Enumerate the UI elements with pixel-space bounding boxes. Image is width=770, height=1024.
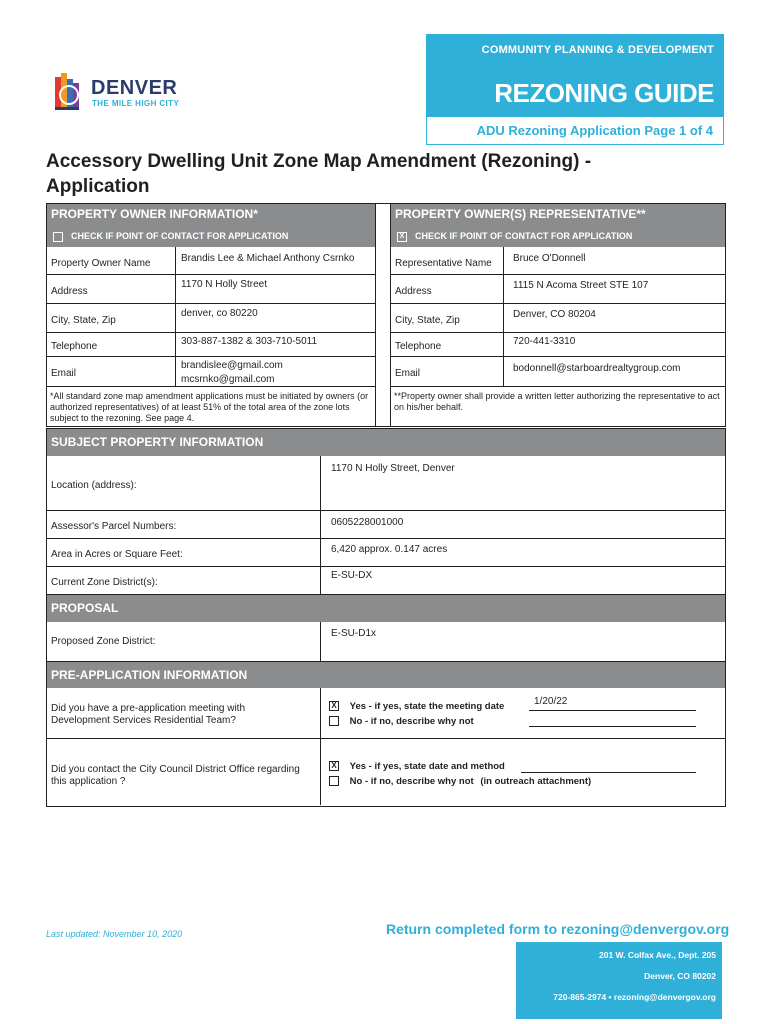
rep-row-address xyxy=(391,274,725,304)
preapp-heading-text: PRE-APPLICATION INFORMATION xyxy=(51,668,248,682)
q2-yes-label: Yes - if yes, state date and method xyxy=(349,761,505,772)
q1-yes-label: Yes - if yes, state the meeting date xyxy=(349,701,505,712)
owner-name-label: Property Owner Name xyxy=(51,258,151,269)
q1-reason-line[interactable] xyxy=(529,726,696,727)
q1-question: Did you have a pre-application meeting with Development Services Residential Team? xyxy=(51,703,245,726)
area-label: Area in Acres or Square Feet: xyxy=(51,549,183,560)
area-value[interactable]: 6,420 approx. 0.147 acres xyxy=(331,544,448,555)
q2-no-checkbox[interactable] xyxy=(329,776,339,786)
guide-title: REZONING GUIDE xyxy=(494,78,714,108)
q1-date-value[interactable]: 1/20/22 xyxy=(534,696,568,707)
page-indicator: ADU Rezoning Application Page 1 of 4 xyxy=(476,123,713,138)
q1-date-line[interactable] xyxy=(529,710,696,711)
owner-row-address xyxy=(47,274,375,304)
rep-row-city xyxy=(391,303,725,333)
owner-email-value[interactable]: brandislee@gmail.com xyxy=(181,360,283,371)
owner-note xyxy=(50,391,372,424)
parcel-label: Assessor's Parcel Numbers: xyxy=(51,521,177,532)
owner-address-value[interactable]: 1170 N Holly Street xyxy=(181,279,267,290)
rep-name-label: Representative Name xyxy=(395,258,492,269)
q2-no-label: No - if no, describe why not xyxy=(349,776,474,787)
department-label: COMMUNITY PLANNING & DEVELOPMENT xyxy=(481,44,714,56)
rep-contact-checkbox[interactable]: X xyxy=(397,232,407,242)
owner-address-label: Address xyxy=(51,286,88,297)
current-zone-value[interactable]: E-SU-DX xyxy=(331,570,373,581)
q1-yes-checkbox[interactable]: X xyxy=(329,701,339,711)
footer-address-line1: 201 W. Colfax Ave., Dept. 205 xyxy=(599,950,716,960)
header-top xyxy=(426,34,724,116)
owner-email-value-2[interactable]: mcsrnko@gmail.com xyxy=(181,374,275,385)
footer-contact: 720-865-2974 • rezoning@denvergov.org xyxy=(553,992,716,1002)
rep-contact-label: CHECK IF POINT OF CONTACT FOR APPLICATION xyxy=(415,231,633,241)
owner-contact-label: CHECK IF POINT OF CONTACT FOR APPLICATION xyxy=(71,231,289,241)
owner-contact-checkbox[interactable] xyxy=(53,232,63,242)
page-title xyxy=(46,149,726,199)
subject-section xyxy=(46,428,726,595)
page-indicator-box xyxy=(426,116,724,145)
last-updated: Last updated: November 10, 2020 xyxy=(46,929,183,939)
proposed-zone-label: Proposed Zone District: xyxy=(51,636,156,647)
rep-address-label: Address xyxy=(395,286,432,297)
location-value[interactable]: 1170 N Holly Street, Denver xyxy=(331,463,455,474)
owner-section xyxy=(46,203,726,427)
logo-tagline: THE MILE HIGH CITY xyxy=(92,99,180,108)
return-instructions: Return completed form to rezoning@denvergov.org xyxy=(386,921,730,937)
q2-no-option xyxy=(329,776,591,787)
owner-row-name xyxy=(47,247,375,275)
subject-heading-text: SUBJECT PROPERTY INFORMATION xyxy=(51,435,264,449)
subject-row-parcel xyxy=(47,510,725,539)
q2-yes-option xyxy=(329,761,505,772)
proposed-zone-value[interactable]: E-SU-D1x xyxy=(331,628,377,639)
title-line-1: Accessory Dwelling Unit Zone Map Amendment (Rezoning) - xyxy=(46,151,592,172)
rep-note-text: **Property owner shall provide a written letter authorizing the representative to act on his/her behalf. xyxy=(394,391,720,412)
preapp-q1-row xyxy=(47,688,725,739)
q1-no-checkbox[interactable] xyxy=(329,716,339,726)
rep-row-name xyxy=(391,247,725,275)
proposal-heading-text: PROPOSAL xyxy=(51,601,119,615)
owner-heading xyxy=(47,204,379,225)
owner-heading-text: PROPERTY OWNER INFORMATION* xyxy=(51,207,258,221)
rep-address-value[interactable]: 1115 N Acoma Street STE 107 xyxy=(513,280,649,291)
owner-note-text: *All standard zone map amendment applications must be initiated by owners (or authorized representatives) of at least 51% of the total area of the zone lots subject to the rezoning. See page 4. xyxy=(50,391,369,423)
location-label: Location (address): xyxy=(51,480,137,491)
owner-city-value[interactable]: denver, co 80220 xyxy=(181,308,258,319)
proposal-section xyxy=(46,595,726,662)
logo-wordmark: DENVER xyxy=(91,77,178,99)
rep-note xyxy=(394,391,720,413)
subject-row-location xyxy=(47,456,725,511)
rep-phone-value[interactable]: 720-441-3310 xyxy=(513,336,576,347)
denver-logo-mark-icon xyxy=(53,73,85,111)
current-zone-label: Current Zone District(s): xyxy=(51,577,158,588)
owner-phone-label: Telephone xyxy=(51,341,98,352)
owner-city-label: City, State, Zip xyxy=(51,315,116,326)
footer-address-line2: Denver, CO 80202 xyxy=(644,971,716,981)
preapp-q2-row xyxy=(47,739,725,805)
rep-contact-row xyxy=(391,225,725,247)
rep-name-value[interactable]: Bruce O'Donnell xyxy=(513,253,586,264)
rep-heading-text: PROPERTY OWNER(S) REPRESENTATIVE** xyxy=(395,207,646,221)
subject-row-zone xyxy=(47,566,725,594)
rep-city-label: City, State, Zip xyxy=(395,315,460,326)
owner-phone-value[interactable]: 303-887-1382 & 303-710-5011 xyxy=(181,336,318,347)
header-banner xyxy=(426,34,724,144)
rep-email-label: Email xyxy=(395,368,421,379)
owner-name-value[interactable]: Brandis Lee & Michael Anthony Csrnko xyxy=(181,253,355,264)
owner-row-city xyxy=(47,303,375,333)
rep-phone-label: Telephone xyxy=(395,341,442,352)
denver-logo xyxy=(53,73,193,113)
subject-row-area xyxy=(47,538,725,567)
q2-yes-checkbox[interactable]: X xyxy=(329,761,339,771)
q1-no-label: No - if no, describe why not xyxy=(349,716,474,727)
subject-heading xyxy=(47,429,725,456)
proposal-heading xyxy=(47,595,725,622)
owner-row-phone xyxy=(47,332,375,357)
section-divider xyxy=(375,204,391,426)
preapp-section xyxy=(46,662,726,807)
q2-method-line[interactable] xyxy=(521,772,696,773)
parcel-value[interactable]: 0605228001000 xyxy=(331,517,404,528)
rep-row-email xyxy=(391,356,725,387)
q2-question: Did you contact the City Council District Office regarding this application ? xyxy=(51,764,300,787)
preapp-heading xyxy=(47,662,725,688)
q1-yes-option xyxy=(329,701,504,712)
q1-no-option xyxy=(329,716,474,727)
footer-address-box xyxy=(516,942,722,1019)
q2-no-extra: (in outreach attachment) xyxy=(480,776,592,787)
owner-row-email xyxy=(47,356,375,387)
owner-contact-row xyxy=(47,225,381,247)
rep-heading xyxy=(391,204,725,225)
owner-email-label: Email xyxy=(51,368,77,379)
rep-email-value[interactable]: bodonnell@starboardrealtygroup.com xyxy=(513,363,681,374)
rep-city-value[interactable]: Denver, CO 80204 xyxy=(513,309,596,320)
title-line-2: Application xyxy=(46,176,150,197)
rep-row-phone xyxy=(391,332,725,357)
